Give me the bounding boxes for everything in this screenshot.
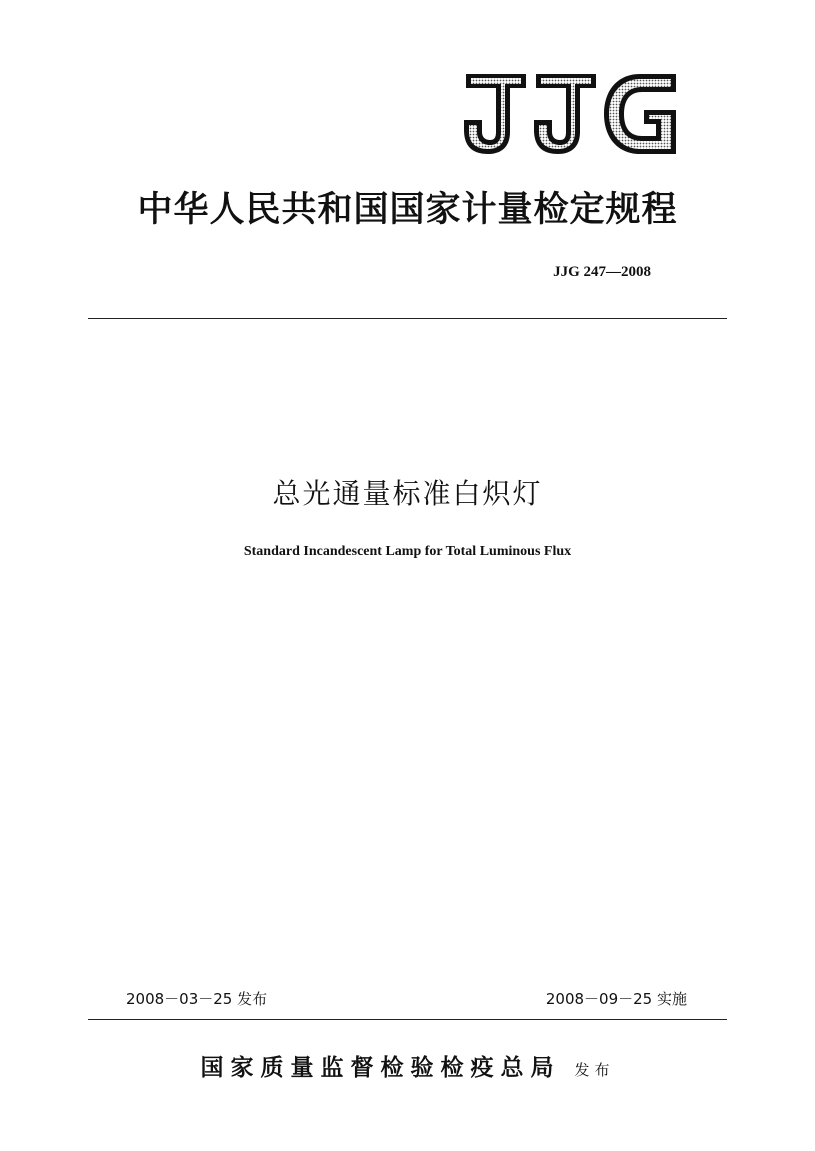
issuer-line [0, 1050, 815, 1088]
issue-date: 2008－03－25 发布 [126, 990, 268, 1008]
jjg-logo-icon [460, 70, 680, 158]
logo-letter-j-second [534, 74, 596, 154]
document-title-english: Standard Incandescent Lamp for Total Luminous Flux [243, 544, 572, 559]
standard-number: JJG 247—2008 [553, 264, 651, 280]
regulation-series-title: 中华人民共和国国家计量检定规程 [137, 189, 678, 230]
bottom-divider [88, 1019, 727, 1020]
issuer-suffix: 发布 [574, 1061, 615, 1079]
logo-letter-j-first [464, 74, 526, 154]
effective-date: 2008－09－25 实施 [545, 990, 687, 1008]
logo-letter-g [604, 74, 676, 154]
document-title-chinese: 总光通量标准白炽灯 [272, 477, 543, 510]
issuer-name: 国家质量监督检验检疫总局 [200, 1054, 561, 1081]
top-divider [88, 318, 727, 319]
